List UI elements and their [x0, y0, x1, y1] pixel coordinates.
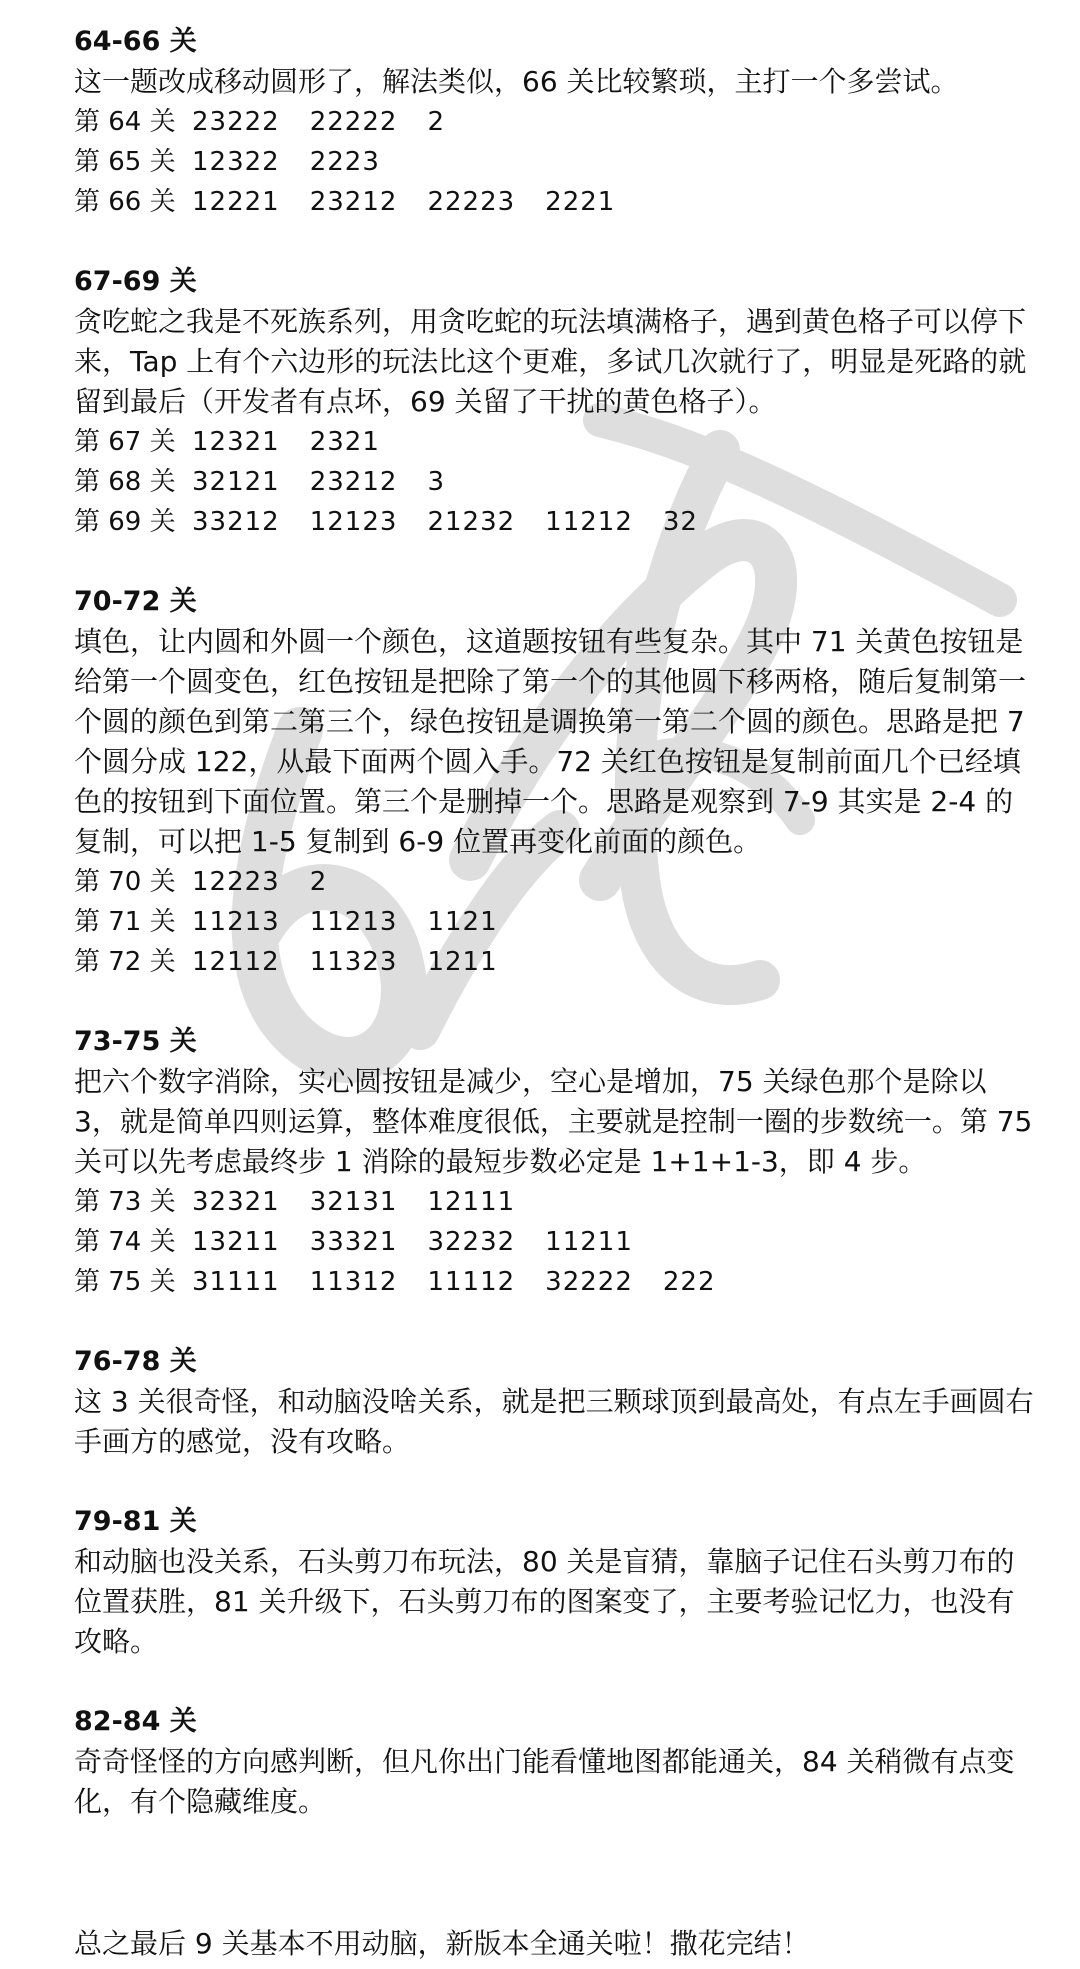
section-description: [74, 622, 1034, 862]
move-sequence: 12322: [192, 147, 280, 177]
move-sequence: 32232: [427, 1227, 516, 1257]
section-description: [74, 62, 1034, 102]
level-solution-row: [74, 902, 1034, 942]
move-sequence: 11312: [309, 1267, 398, 1297]
move-sequence: 222: [662, 1267, 716, 1297]
level-solutions: [74, 1182, 1034, 1302]
level-label: 第 70 关: [74, 867, 176, 897]
move-sequence: 32321: [192, 1187, 280, 1217]
article-content: [74, 22, 1034, 1862]
level-label: 第 65 关: [74, 147, 176, 177]
move-sequence: 11211: [545, 1227, 633, 1257]
move-sequence: 23222: [192, 107, 280, 137]
section-title: 82-84 关: [74, 1706, 197, 1737]
move-sequence: 12111: [427, 1187, 516, 1217]
move-sequence: 22223: [427, 187, 516, 217]
section-paragraph: 填色，让内圆和外圆一个颜色，这道题按钮有些复杂。其中 71 关黄色按钮是给第一个圆变色，红色按钮是把除了第一个的其他圆下移两格，随后复制第一个圆的颜色到第二第三个，绿色按钮是调换第一第二个圆的颜色。思路是把 7 个圆分成 122，从最下面两个圆入手。72 关红色按钮是复制前面几个已经填色的按钮到下面位置。第三个是删掉一个。思路是观察到 7-9 其实是 2-4 的复制，可以把 1-5 复制到 6-9 位置再变化前面的颜色。: [74, 625, 1027, 858]
section-title: 79-81 关: [74, 1506, 197, 1537]
move-sequence: 31111: [192, 1267, 280, 1297]
move-sequence: 32121: [192, 467, 280, 497]
level-label: 第 67 关: [74, 427, 176, 457]
move-sequence: 1211: [427, 947, 498, 977]
move-sequence: 2221: [545, 187, 616, 217]
section-paragraph: 这一题改成移动圆形了，解法类似，66 关比较繁琐，主打一个多尝试。: [74, 65, 959, 98]
move-sequence: 3: [427, 467, 445, 497]
level-solution-row: [74, 142, 1034, 182]
section-title: 64-66 关: [74, 26, 197, 57]
move-sequence: 2321: [309, 427, 380, 457]
move-sequence: 23212: [309, 467, 398, 497]
guide-section: [74, 582, 1034, 982]
guide-section: [74, 1502, 1034, 1662]
level-label: 第 74 关: [74, 1227, 176, 1257]
guide-section: [74, 1702, 1034, 1822]
level-solution-row: [74, 1182, 1034, 1222]
level-solutions: [74, 422, 1034, 542]
level-label: 第 75 关: [74, 1267, 176, 1297]
move-sequence: 12112: [192, 947, 280, 977]
move-sequence: 21232: [427, 507, 516, 537]
move-sequence: 2223: [309, 147, 380, 177]
section-description: [74, 1382, 1034, 1462]
level-label: 第 72 关: [74, 947, 176, 977]
move-sequence: 23212: [309, 187, 398, 217]
move-sequence: 12321: [192, 427, 280, 457]
section-title: 67-69 关: [74, 266, 197, 297]
move-sequence: 32131: [309, 1187, 398, 1217]
section-description: [74, 1542, 1034, 1662]
move-sequence: 13211: [192, 1227, 280, 1257]
level-solution-row: [74, 942, 1034, 982]
section-paragraph: 奇奇怪怪的方向感判断，但凡你出门能看懂地图都能通关，84 关稍微有点变化，有个隐藏维度。: [74, 1745, 1015, 1818]
guide-section: [74, 262, 1034, 542]
move-sequence: 2: [427, 107, 445, 137]
move-sequence: 32: [662, 507, 698, 537]
section-title: 70-72 关: [74, 586, 197, 617]
section-paragraph: 这 3 关很奇怪，和动脑没啥关系，就是把三颗球顶到最高处，有点左手画圆右手画方的感觉，没有攻略。: [74, 1385, 1034, 1458]
guide-section: [74, 1342, 1034, 1462]
section-paragraph: 和动脑也没关系，石头剪刀布玩法，80 关是盲猜，靠脑子记住石头剪刀布的位置获胜，81 关升级下，石头剪刀布的图案变了，主要考验记忆力，也没有攻略。: [74, 1545, 1015, 1658]
guide-section: [74, 1022, 1034, 1302]
move-sequence: 33212: [192, 507, 280, 537]
move-sequence: 12221: [192, 187, 280, 217]
level-solution-row: [74, 862, 1034, 902]
move-sequence: 32222: [545, 1267, 633, 1297]
level-solution-row: [74, 102, 1034, 142]
level-label: 第 66 关: [74, 187, 176, 217]
level-label: 第 69 关: [74, 507, 176, 537]
closing-text: 总之最后 9 关基本不用动脑，新版本全通关啦！撒花完结！: [74, 1927, 810, 1960]
section-paragraph: 贪吃蛇之我是不死族系列，用贪吃蛇的玩法填满格子，遇到黄色格子可以停下来，Tap 上有个六边形的玩法比这个更难，多试几次就行了，明显是死路的就留到最后（开发者有点坏，69 关留了干扰的黄色格子）。: [74, 305, 1027, 418]
level-solutions: [74, 862, 1034, 982]
section-description: [74, 1062, 1034, 1182]
closing-line: [74, 1924, 1034, 1964]
level-label: 第 64 关: [74, 107, 176, 137]
move-sequence: 12123: [309, 507, 398, 537]
move-sequence: 2: [309, 867, 328, 897]
section-description: [74, 1742, 1034, 1822]
level-solution-row: [74, 1222, 1034, 1262]
guide-section: [74, 22, 1034, 222]
move-sequence: 11323: [309, 947, 398, 977]
level-label: 第 73 关: [74, 1187, 176, 1217]
move-sequence: 11112: [427, 1267, 516, 1297]
move-sequence: 11213: [192, 907, 280, 937]
move-sequence: 1121: [427, 907, 498, 937]
section-description: [74, 302, 1034, 422]
level-solution-row: [74, 502, 1034, 542]
level-label: 第 71 关: [74, 907, 176, 937]
move-sequence: 33321: [309, 1227, 398, 1257]
move-sequence: 12223: [192, 867, 280, 897]
move-sequence: 22222: [309, 107, 398, 137]
level-solution-row: [74, 462, 1034, 502]
move-sequence: 11213: [309, 907, 398, 937]
level-label: 第 68 关: [74, 467, 176, 497]
move-sequence: 11212: [545, 507, 633, 537]
level-solution-row: [74, 182, 1034, 222]
level-solution-row: [74, 1262, 1034, 1302]
level-solutions: [74, 102, 1034, 222]
section-paragraph: 把六个数字消除，实心圆按钮是减少，空心是增加，75 关绿色那个是除以 3，就是简单四则运算，整体难度很低，主要就是控制一圈的步数统一。第 75 关可以先考虑最终步 1 消除的最短步数必定是 1+1+1-3，即 4 步。: [74, 1065, 1033, 1178]
section-title: 76-78 关: [74, 1346, 197, 1377]
level-solution-row: [74, 422, 1034, 462]
section-title: 73-75 关: [74, 1026, 197, 1057]
